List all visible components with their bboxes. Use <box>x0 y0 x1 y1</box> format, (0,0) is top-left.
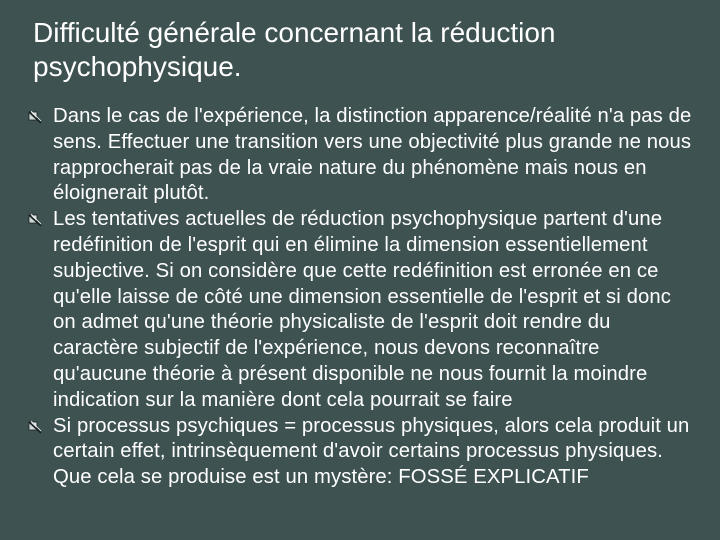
bullet-text: Les tentatives actuelles de réduction psychophysique partent d'une redéfinition de l'esprit qui en élimine la dimension essentiellement subjective. Si on considère que cette redéfinition est erronée en ce qu'elle laisse de côté une dimension essentielle de l'esprit et si donc on admet qu'une théorie physicaliste de l'esprit doit rendre du caractère subjectif de l'expérience, nous devons reconnaître qu'aucune théorie à présent disponible ne nous fournit la moindre indication sur la manière dont cela pourrait se faire <box>53 208 672 411</box>
slide-title: Difficulté générale concernant la réduction psychophysique. <box>33 17 556 82</box>
diagonal-bullet-icon <box>28 213 42 227</box>
bullet-text: Dans le cas de l'expérience, la distinction apparence/réalité n'a pas de sens. Effectuer une transition vers une objectivité plus grande ne nous rapprocherait pas de la vraie nature du phénomène mais nous en éloignerait plutôt. <box>53 105 692 205</box>
bullet-item <box>28 104 698 207</box>
bullet-item <box>28 414 698 491</box>
diagonal-bullet-icon <box>28 110 42 124</box>
bullet-list <box>28 104 698 491</box>
bullet-item <box>28 207 698 413</box>
bullet-text: Si processus psychiques = processus physiques, alors cela produit un certain effet, intrinsèquement d'avoir certains processus physiques. Que cela se produise est un mystère: FOSSÉ EXPLICATIF <box>53 414 690 489</box>
diagonal-bullet-icon <box>28 420 42 434</box>
